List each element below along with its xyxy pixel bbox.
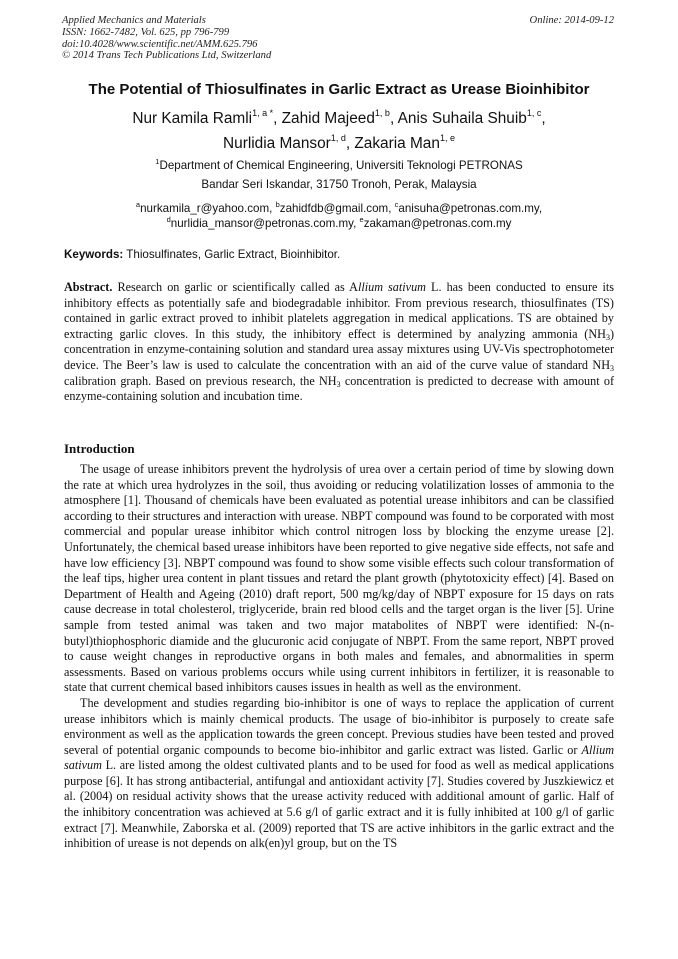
author-name: Zakaria Man: [354, 135, 440, 152]
author-sup: 1, a *: [252, 108, 274, 118]
email-link[interactable]: zahidfdb@gmail.com: [279, 202, 389, 215]
journal-header: [62, 15, 618, 62]
abstract: [64, 280, 614, 405]
doi[interactable]: doi:10.4028/www.scientific.net/AMM.625.796: [62, 38, 258, 50]
email-link[interactable]: nurkamila_r@yahoo.com: [140, 202, 270, 215]
email-sup: e: [359, 215, 364, 224]
author-sup: 1, b: [374, 108, 390, 118]
author-name: Nurlidia Mansor: [223, 135, 331, 152]
affiliation-sup: 1: [155, 157, 160, 166]
author-sep: ,: [541, 110, 546, 127]
email-sup: c: [394, 200, 399, 209]
author-name: Anis Suhaila Shuib: [397, 110, 527, 127]
introduction-body: [64, 462, 614, 852]
email-sep: ,: [353, 217, 360, 230]
email-link[interactable]: nurlidia_mansor@petronas.com.my: [170, 217, 354, 230]
email-sep: ,: [388, 202, 395, 215]
section-heading-introduction: Introduction: [64, 441, 135, 456]
author-name: Zahid Majeed: [281, 110, 375, 127]
subscript: 3: [336, 379, 341, 389]
abstract-text: concentration is predicted to decrease with amount of enzyme-containing solution and incubation time.: [64, 373, 615, 404]
abstract-paragraph: [64, 280, 614, 405]
email-sup: d: [166, 215, 171, 224]
author-sup: 1, c: [526, 108, 542, 118]
journal-name: Applied Mechanics and Materials: [62, 15, 206, 26]
email-sup: a: [135, 200, 141, 209]
introduction-paragraph-2: [64, 696, 614, 852]
introduction-paragraph-1: The usage of urease inhibitors prevent the hydrolysis of urea over a certain period of time by slowing down the rate at which urea hydrolyzes in the soil, thus avoiding or reducing volatilization losses of ammonia to the atmosphere [1]. Thousand of chemicals have been evaluated as potential urease inhibitors and can be classified according to their structures and interaction with urease. NBPT compound was found to be corporated with most commercial and popular urease inhibitor which control nitrogen loss by blocking the enzyme urease [2]. Unfortunately, the chemical based urease inhibitors have been reported to give negative side effects, not safe and have low efficiency [3]. NBPT compound was found to show some visible effects such colour transformation of the leaf tips, higher urea content in plant tissues and retard the plant growth (phytotoxicity effect) [4]. Based on Department of Health and Ageing (2010) draft report, 500 mg/kg/day of NBPT exposure for 15 days on rats cause decrease in total cholesterol, triglyceride, brain red blood cells and the target organ is the liver [5]. Urine sample from tested animal was taken and two major matabolites of NBPT were identified: N-(n-butyl)thiophosphoric diamide and the glucuronic acid conjugate of NBPT. From the same report, NBPT proved to cause weight changes in reproductive organs in both males and females, and abnormalities in sperm assessments. Based on various problems occurs while using current inhibitors in fertilizer, it is reasonable to state that current chemical based inhibitors causes issues in health as well as the environment.: [64, 462, 614, 695]
email-sep: ,: [538, 202, 543, 215]
author-sep: ,: [273, 110, 282, 127]
abstract-text: ) concentration in enzyme-containing solution and standard urea assay mixtures using UV-Vis spectrophotometer device. The Beer’s law is used to calculate the concentration with an aid of the curve value of standard NH: [64, 326, 614, 372]
author-line-1: [20, 104, 658, 128]
keywords: [64, 248, 340, 261]
email-sep: ,: [269, 202, 276, 215]
author-name: Nur Kamila Ramli: [132, 110, 253, 127]
species-name: Allium sativum: [64, 742, 614, 773]
author-sup: 1, d: [330, 133, 346, 143]
copyright: © 2014 Trans Tech Publications Ltd, Switzerland: [62, 50, 272, 62]
abstract-text: Research on garlic or scientifically called as A: [117, 280, 358, 294]
abstract-text: calibration graph. Based on previous research, the NH: [64, 373, 337, 388]
species-name: llium sativum: [357, 280, 426, 294]
paragraph-text: L. are listed among the oldest cultivated plants and to be used for food as well as medical applications purpose [6]. It has strong antibacterial, antifungal and antioxidant activity [7]. Studies covered by Juszkiewicz et al. (2004) on residual activity shows that the urease activity reduced with additional amount of garlic. Half of the inhibitory concentration was achieved at 5.6 g/l of garlic extract and it is fully inhibited at 100 g/l of garlic extract [7]. Meanwhile, Zaborska et al. (2009) reported that TS are active inhibitors in the garlic extract and the inhibition of urease is not depends on alk(en)yl group, but on the TS: [64, 758, 614, 851]
email-sup: b: [275, 200, 280, 209]
email-link[interactable]: zakaman@petronas.com.my: [363, 217, 512, 230]
paragraph-text: The development and studies regarding bio-inhibitor is one of ways to replace the application of current urease inhibitors which is mainly chemical products. The usage of bio-inhibitor is purposely to create safe environment as well as the application towards the green concept. Previous studies have been tested and proved several of potential organic compounds to become bio-inhibitor and garlic extract was listed. Garlic or: [64, 695, 614, 757]
author-sep: ,: [345, 135, 355, 152]
author-line-2: [20, 129, 658, 153]
paper-title: The Potential of Thiosulfinates in Garlic Extract as Urease Bioinhibitor: [88, 81, 590, 98]
online-date: Online: 2014-09-12: [529, 15, 614, 26]
abstract-text: L. has been conducted to ensure its inhibitory effects as potentially safe and biodegradable inhibitor. From previous research, thiosulfinates (TS) contained in garlic extract proved to inhibit platelets aggregation in medical applications. TS are obtained by extracting garlic cloves. In this study, the inhibitory effect is determined by analyzing ammonia (NH: [64, 280, 615, 341]
keywords-label: Keywords:: [64, 248, 124, 261]
keywords-text: Thiosulfinates, Garlic Extract, Bioinhibitor.: [126, 248, 341, 261]
subscript: 3: [610, 363, 614, 373]
email-link[interactable]: anisuha@petronas.com.my: [398, 202, 539, 215]
abstract-label: Abstract.: [64, 280, 113, 294]
affiliation-dept: [20, 155, 658, 173]
issn: ISSN: 1662-7482, Vol. 625, pp 796-799: [62, 26, 230, 38]
department: Department of Chemical Engineering, Universiti Teknologi PETRONAS: [159, 159, 523, 172]
subscript: 3: [605, 332, 610, 342]
author-sup: 1, e: [439, 133, 455, 143]
author-sep: ,: [389, 110, 398, 127]
affiliation-address: Bandar Seri Iskandar, 31750 Tronoh, Perak, Malaysia: [201, 178, 477, 191]
email-line-2: [20, 213, 658, 231]
